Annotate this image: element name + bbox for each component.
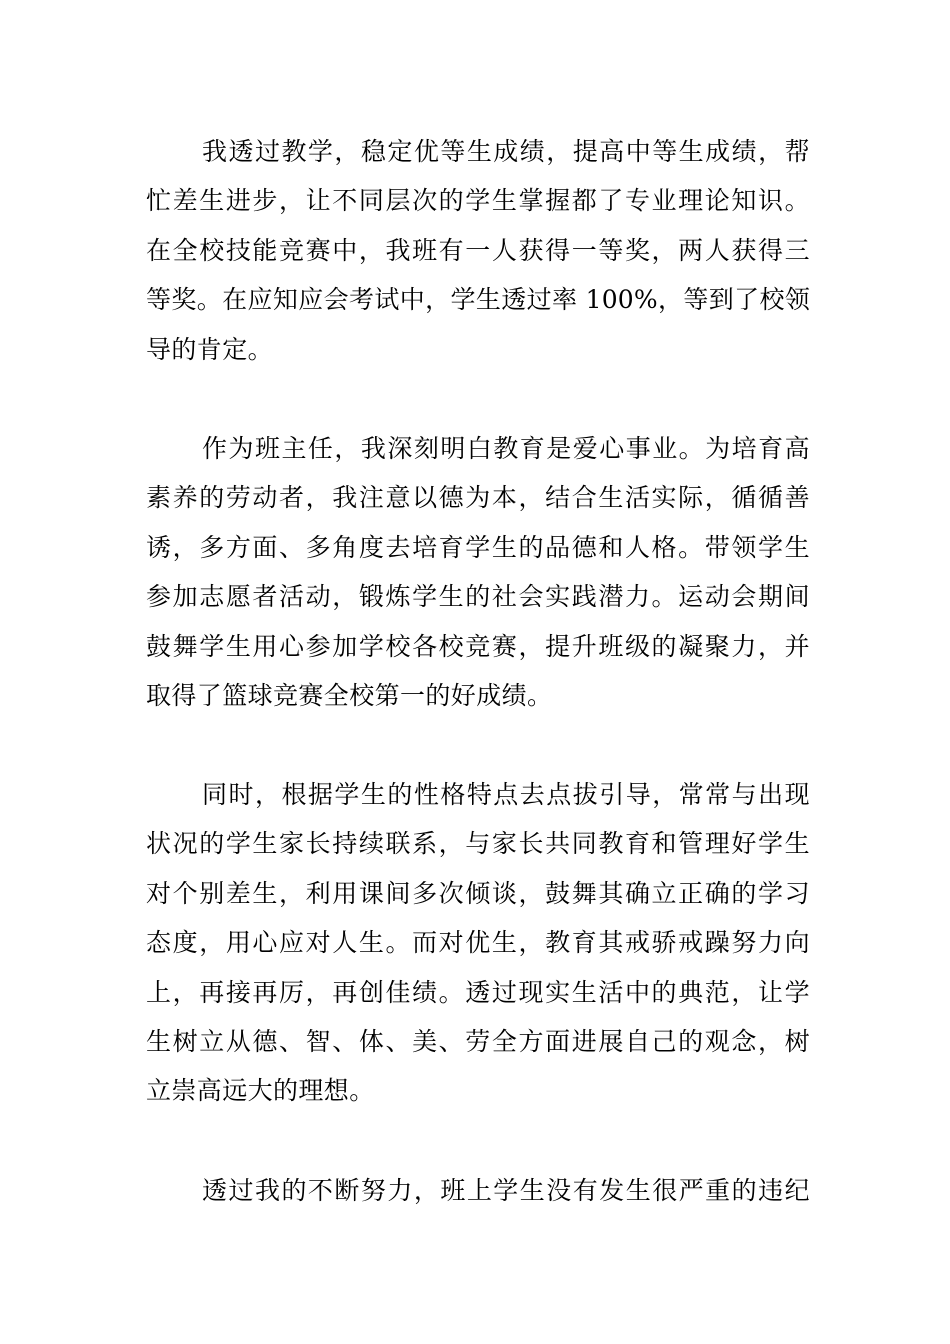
text-line: 立崇高远大的理想。 <box>146 1076 375 1106</box>
text-line: 透过我的不断努力，班上学生没有发生很严重的违纪 <box>202 1176 810 1205</box>
paragraph-teaching-results <box>146 127 810 374</box>
text-line: 取得了篮球竞赛全校第一的好成绩。 <box>146 680 553 710</box>
text-line: 鼓舞学生用心参加学校各校竞赛，提升班级的凝聚力，并 <box>146 631 810 661</box>
text-line: 状况的学生家长持续联系，与家长共同教育和管理好学生 <box>146 829 810 859</box>
text-line: 等奖。在应知应会考试中，学生透过率 100%，等到了校领 <box>146 285 810 315</box>
text-line: 对个别差生，利用课间多次倾谈，鼓舞其确立正确的学习 <box>146 878 810 908</box>
paragraph-student-guidance <box>146 770 810 1116</box>
text-line: 参加志愿者活动，锻炼学生的社会实践潜力。运动会期间 <box>146 582 810 612</box>
text-line: 素养的劳动者，我注意以德为本，结合生活实际，循循善 <box>146 483 810 513</box>
text-line: 同时，根据学生的性格特点去点拔引导，常常与出现 <box>202 780 810 809</box>
paragraph-head-teacher <box>146 424 810 720</box>
text-line: 上，再接再厉，再创佳绩。透过现实生活中的典范，让学 <box>146 977 810 1007</box>
text-line: 态度，用心应对人生。而对优生，教育其戒骄戒躁努力向 <box>146 928 810 958</box>
text-line: 忙差生进步，让不同层次的学生掌握都了专业理论知识。 <box>146 186 810 216</box>
paragraph-discipline <box>146 1166 810 1215</box>
text-line: 作为班主任，我深刻明白教育是爱心事业。为培育高 <box>202 434 810 463</box>
text-line: 诱，多方面、多角度去培育学生的品德和人格。带领学生 <box>146 532 810 562</box>
text-line: 导的肯定。 <box>146 334 274 364</box>
text-line: 生树立从德、智、体、美、劳全方面进展自己的观念，树 <box>146 1026 810 1056</box>
text-line: 在全校技能竞赛中，我班有一人获得一等奖，两人获得三 <box>146 235 810 265</box>
text-line: 我透过教学，稳定优等生成绩，提高中等生成绩，帮 <box>202 137 810 166</box>
